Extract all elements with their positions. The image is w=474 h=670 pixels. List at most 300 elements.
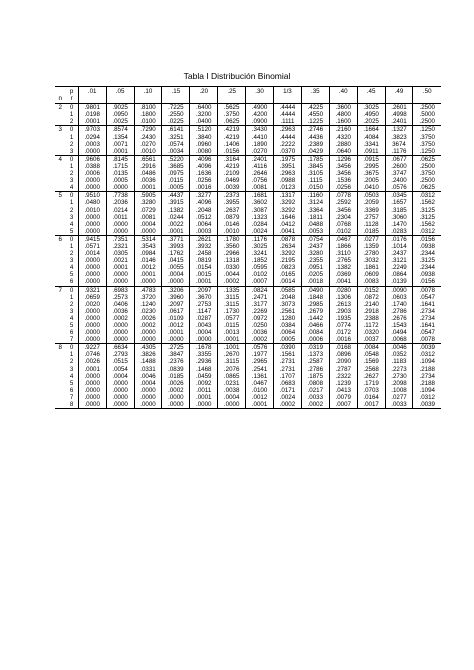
r-cell: 1 (69, 111, 74, 119)
probability-cell: .0165 (273, 271, 301, 278)
r-cell: 4 (69, 220, 74, 228)
probability-cell: .2389 (301, 141, 329, 148)
probability-cell: .3675 (357, 170, 385, 177)
n-cell: 7 (55, 286, 66, 294)
table-row (55, 278, 441, 286)
probability-cell: .5000 (413, 111, 441, 118)
probability-cell: .0012 (162, 322, 190, 329)
r-cell: 3 (69, 307, 74, 315)
probability-cell: .0013 (218, 329, 246, 336)
probability-cell: .0001 (134, 184, 162, 192)
probability-cell: .0466 (301, 322, 329, 329)
n-cell (55, 264, 66, 271)
probability-cell: .3280 (134, 199, 162, 206)
probability-cell: .1707 (273, 373, 301, 380)
probability-cell: .1730 (218, 308, 246, 315)
table-header (55, 87, 441, 104)
probability-cell: .3960 (162, 294, 190, 301)
table-row (55, 294, 441, 301)
p-value-header: .20 (190, 87, 218, 96)
probability-cell: .3823 (385, 134, 413, 141)
probability-cell: .0005 (106, 177, 134, 184)
probability-cell: .0033 (385, 401, 413, 409)
probability-cell: .0014 (273, 278, 301, 286)
probability-cell: .3932 (190, 243, 218, 250)
probability-cell: .2458 (190, 250, 218, 257)
probability-cell: .2793 (106, 351, 134, 358)
probability-cell: .0960 (190, 141, 218, 148)
probability-cell: .0064 (273, 329, 301, 336)
probability-cell: .0037 (357, 336, 385, 344)
n-cell (55, 207, 66, 214)
probability-cell: .3369 (357, 207, 385, 214)
probability-cell: .0150 (301, 184, 329, 192)
probability-cell: .0756 (246, 177, 274, 184)
probability-cell: .1800 (134, 111, 162, 118)
probability-cell: .0000 (134, 401, 162, 409)
probability-cell: .4550 (301, 111, 329, 118)
probability-cell: .0185 (162, 373, 190, 380)
probability-cell: .0115 (218, 322, 246, 329)
probability-cell: .0617 (162, 308, 190, 315)
probability-cell: .1359 (357, 243, 385, 250)
probability-cell: .0459 (190, 373, 218, 380)
probability-cell: .0080 (190, 148, 218, 156)
probability-cell: .0198 (78, 111, 106, 118)
r-cell: 6 (69, 386, 74, 394)
probability-cell: .0774 (329, 322, 357, 329)
probability-cell: .0000 (162, 336, 190, 344)
probability-cell: .0277 (357, 235, 385, 243)
probability-cell: .0090 (385, 286, 413, 294)
probability-cell: .0001 (218, 336, 246, 344)
table-row (55, 184, 441, 192)
probability-cell: .2786 (385, 308, 413, 315)
probability-cell: .4410 (246, 134, 274, 141)
probability-cell: .0083 (357, 278, 385, 286)
probability-cell: .2746 (301, 126, 329, 134)
probability-cell: .2376 (162, 358, 190, 365)
probability-cell: .0000 (106, 271, 134, 278)
n-cell (55, 163, 66, 170)
probability-cell: .0000 (78, 401, 106, 409)
probability-cell: .0000 (134, 394, 162, 401)
probability-cell: .0000 (162, 394, 190, 401)
probability-cell: .0277 (385, 394, 413, 401)
probability-cell: .0312 (413, 192, 441, 200)
probability-cell: .1975 (273, 155, 301, 163)
probability-cell: .1317 (273, 192, 301, 200)
probability-cell: .0000 (78, 278, 106, 286)
probability-cell: .0000 (78, 308, 106, 315)
probability-cell: .0156 (218, 148, 246, 156)
n-cell (55, 134, 66, 141)
r-cell: 3 (69, 213, 74, 221)
probability-cell: .1306 (329, 294, 357, 301)
r-cell: 0 (66, 104, 79, 112)
r-cell: 2 (69, 140, 74, 148)
probability-cell: .1001 (218, 344, 246, 352)
probability-cell: .3685 (162, 163, 190, 170)
probability-cell: .2734 (413, 308, 441, 315)
probability-cell: .0345 (385, 192, 413, 200)
probability-cell: .0064 (190, 221, 218, 228)
probability-cell: .0280 (329, 286, 357, 294)
probability-cell: .4444 (273, 134, 301, 141)
probability-cell: .1715 (106, 163, 134, 170)
probability-cell: .4305 (134, 344, 162, 352)
probability-cell: .0384 (273, 322, 301, 329)
probability-cell: .2188 (413, 366, 441, 373)
probability-cell: .0100 (134, 118, 162, 126)
probability-cell: .0025 (106, 118, 134, 126)
probability-cell: .3355 (190, 351, 218, 358)
probability-cell: .0000 (78, 387, 106, 394)
probability-cell: .0006 (78, 170, 106, 177)
probability-cell: .0000 (190, 401, 218, 409)
r-cell: 4 (69, 314, 74, 322)
probability-cell: .1280 (273, 315, 301, 322)
probability-cell: .3840 (190, 134, 218, 141)
probability-cell: .0078 (413, 336, 441, 344)
probability-cell: .0000 (134, 329, 162, 336)
table-row (55, 315, 441, 322)
probability-cell: .0244 (162, 214, 190, 221)
r-cell: 1 (69, 293, 74, 301)
r-cell: 0 (66, 155, 79, 163)
probability-cell: .3456 (329, 163, 357, 170)
probability-cell: .0585 (273, 286, 301, 294)
probability-cell: .0000 (106, 221, 134, 228)
probability-cell: .0911 (357, 148, 385, 156)
table-row (55, 207, 441, 214)
n-cell (55, 401, 66, 409)
probability-cell: .2430 (134, 134, 162, 141)
probability-cell: .0677 (385, 155, 413, 163)
probability-cell: .3430 (246, 126, 274, 134)
probability-cell: .1543 (385, 322, 413, 329)
probability-cell: .7738 (106, 192, 134, 200)
probability-cell: .3185 (385, 207, 413, 214)
probability-cell: .0312 (413, 351, 441, 358)
probability-cell: .2098 (385, 380, 413, 387)
r-cell: 5 (69, 379, 74, 387)
probability-cell: .0823 (273, 264, 301, 271)
probability-cell: .8145 (106, 155, 134, 163)
probability-cell: .0000 (106, 380, 134, 387)
probability-cell: .0415 (162, 257, 190, 264)
probability-cell: .1008 (385, 387, 413, 394)
probability-cell: .0319 (301, 344, 329, 352)
r-cell: 3 (69, 177, 74, 185)
probability-cell: .0038 (218, 387, 246, 394)
probability-cell: .0729 (134, 207, 162, 214)
probability-cell: .2471 (246, 294, 274, 301)
probability-cell: .0000 (106, 394, 134, 401)
p-label: p (66, 87, 79, 96)
probability-cell: .0000 (134, 228, 162, 236)
probability-cell: .0950 (106, 111, 134, 118)
probability-cell: .1811 (301, 214, 329, 221)
probability-cell: .0000 (106, 184, 134, 192)
table-row (55, 228, 441, 236)
probability-cell: .0225 (162, 118, 190, 126)
probability-cell: .0084 (357, 344, 385, 352)
probability-cell: .0000 (162, 278, 190, 286)
n-cell (55, 118, 66, 126)
table-row (55, 394, 441, 401)
n-cell (55, 373, 66, 380)
probability-cell: .1562 (413, 221, 441, 228)
probability-cell: .2963 (273, 126, 301, 134)
probability-cell: .3456 (329, 170, 357, 177)
header-row-nr (55, 95, 441, 104)
probability-cell: .0123 (273, 184, 301, 192)
probability-cell: .2916 (134, 163, 162, 170)
probability-cell: .0081 (246, 184, 274, 192)
p-value-header: .01 (78, 87, 106, 96)
probability-cell: .2757 (357, 214, 385, 221)
probability-cell: .3602 (246, 199, 274, 206)
probability-cell: .6634 (106, 344, 134, 352)
probability-cell: .1250 (413, 148, 441, 156)
probability-cell: .1657 (385, 199, 413, 206)
probability-cell: .1600 (329, 118, 357, 126)
probability-cell: .0055 (162, 264, 190, 271)
p-value-header: .05 (106, 87, 134, 96)
probability-cell: .0071 (106, 141, 134, 148)
probability-cell: .0412 (273, 221, 301, 228)
probability-cell: .6983 (106, 286, 134, 294)
probability-cell: .4219 (218, 134, 246, 141)
table-row (55, 111, 441, 118)
probability-cell: .2627 (357, 373, 385, 380)
probability-cell: .0865 (218, 373, 246, 380)
probability-cell: .0139 (385, 278, 413, 286)
probability-cell: .2222 (273, 141, 301, 148)
probability-cell: .0000 (78, 380, 106, 387)
table-row (55, 322, 441, 329)
probability-cell: .0068 (385, 336, 413, 344)
probability-cell: .3456 (329, 207, 357, 214)
probability-cell: .1977 (246, 351, 274, 358)
probability-cell: .4998 (385, 111, 413, 118)
probability-cell: .0000 (78, 394, 106, 401)
probability-cell: .0548 (357, 351, 385, 358)
r-cell: 2 (69, 206, 74, 214)
probability-cell: .0625 (218, 118, 246, 126)
probability-cell: .0005 (273, 336, 301, 344)
n-cell (55, 111, 66, 118)
probability-cell: .1646 (273, 214, 301, 221)
probability-cell: .1323 (246, 214, 274, 221)
probability-cell: .3124 (301, 199, 329, 206)
table-row (55, 235, 441, 243)
probability-cell: .0000 (134, 278, 162, 286)
probability-cell: .0951 (301, 264, 329, 271)
table-row (55, 148, 441, 156)
probability-cell: .0079 (329, 394, 357, 401)
probability-cell: .2355 (301, 257, 329, 264)
probability-cell: .0172 (329, 329, 357, 336)
p-value-header: .15 (162, 87, 190, 96)
probability-cell: .0156 (413, 235, 441, 243)
n-label: n (55, 95, 66, 104)
probability-cell: .0938 (413, 271, 441, 278)
probability-cell: .2048 (190, 207, 218, 214)
probability-cell: .3993 (162, 243, 190, 250)
probability-cell: .0270 (134, 141, 162, 148)
probability-cell: .0217 (301, 387, 329, 394)
n-cell (55, 329, 66, 336)
p-value-header: .30 (246, 87, 274, 96)
probability-cell: .2188 (413, 380, 441, 387)
probability-cell: .0352 (385, 351, 413, 358)
probability-cell: .0270 (246, 148, 274, 156)
n-cell: 2 (55, 104, 66, 112)
probability-cell: .0369 (329, 271, 357, 278)
probability-cell: .0486 (134, 170, 162, 177)
n-cell (55, 322, 66, 329)
probability-cell: .0231 (218, 380, 246, 387)
probability-cell: .2903 (329, 308, 357, 315)
probability-cell: .6400 (190, 104, 218, 112)
probability-cell: .1875 (301, 373, 329, 380)
probability-cell: .2076 (218, 366, 246, 373)
probability-cell: .3847 (162, 351, 190, 358)
probability-cell: .0036 (246, 329, 274, 336)
probability-cell: .0001 (134, 271, 162, 278)
probability-cell: .0006 (301, 336, 329, 344)
probability-cell: .9415 (78, 235, 106, 243)
probability-cell: .0000 (218, 401, 246, 409)
probability-cell: .2097 (190, 286, 218, 294)
probability-cell: .3670 (190, 294, 218, 301)
probability-cell: .1866 (329, 243, 357, 250)
n-cell (55, 170, 66, 177)
probability-cell: .0205 (301, 271, 329, 278)
probability-cell: .2304 (329, 214, 357, 221)
p-value-header: .40 (329, 87, 357, 96)
probability-cell: .0152 (357, 286, 385, 294)
probability-cell: .2322 (329, 373, 357, 380)
probability-cell: .0001 (106, 148, 134, 156)
probability-cell: .0024 (273, 394, 301, 401)
probability-cell: .2437 (301, 243, 329, 250)
table-row (55, 373, 441, 380)
probability-cell: .3292 (273, 250, 301, 257)
probability-cell: .3955 (218, 199, 246, 206)
table-row (55, 170, 441, 177)
table-row (55, 351, 441, 358)
probability-cell: .0000 (190, 336, 218, 344)
probability-cell: .0768 (329, 221, 357, 228)
probability-cell: .0115 (162, 177, 190, 184)
header-blank (55, 87, 66, 96)
probability-cell: .0026 (162, 380, 190, 387)
probability-cell: .0078 (413, 286, 441, 294)
probability-cell: .2601 (385, 104, 413, 112)
r-cell: 6 (69, 278, 74, 286)
probability-cell: .2568 (357, 366, 385, 373)
probability-cell: .2437 (385, 250, 413, 257)
probability-cell: .0001 (106, 264, 134, 271)
probability-cell: .2600 (385, 163, 413, 170)
probability-cell: .0406 (106, 301, 134, 308)
probability-cell: .0388 (78, 163, 106, 170)
n-cell: 5 (55, 192, 66, 200)
probability-cell: .0938 (413, 243, 441, 250)
probability-cell: .0000 (78, 257, 106, 264)
probability-cell: .1147 (190, 308, 218, 315)
probability-cell: .0044 (218, 271, 246, 278)
probability-cell: .0305 (106, 250, 134, 257)
probability-cell: .3105 (301, 170, 329, 177)
probability-cell: .2592 (329, 199, 357, 206)
probability-cell: .3110 (329, 250, 357, 257)
probability-cell: .2731 (273, 366, 301, 373)
probability-cell: .0287 (190, 315, 218, 322)
probability-cell: .3115 (218, 301, 246, 308)
probability-cell: .0033 (301, 394, 329, 401)
probability-cell: .4096 (190, 199, 218, 206)
probability-cell: .4444 (273, 104, 301, 112)
probability-cell: .1562 (413, 199, 441, 206)
probability-cell: .3125 (413, 207, 441, 214)
probability-cell: .9703 (78, 126, 106, 134)
probability-cell: .2963 (273, 170, 301, 177)
probability-cell: .0010 (134, 148, 162, 156)
probability-cell: .3951 (273, 163, 301, 170)
table-row (55, 344, 441, 352)
probability-cell: .3750 (413, 134, 441, 141)
table-title: Tabla I Distribución Binomial (183, 71, 291, 81)
probability-cell: .2005 (357, 177, 385, 184)
probability-cell: .0878 (273, 235, 301, 243)
probability-cell: .0000 (106, 329, 134, 336)
n-cell: 3 (55, 126, 66, 134)
probability-cell: .1740 (385, 301, 413, 308)
p-value-header: 1/3 (273, 87, 301, 96)
p-value-header: .35 (301, 87, 329, 96)
n-cell (55, 380, 66, 387)
probability-cell: .0018 (301, 278, 329, 286)
probability-cell: .2321 (106, 243, 134, 250)
binomial-table (55, 86, 441, 409)
n-cell: 4 (55, 155, 66, 163)
probability-cell: .1111 (273, 118, 301, 126)
probability-cell: .0400 (190, 118, 218, 126)
probability-cell: .1014 (385, 243, 413, 250)
probability-cell: .0004 (190, 329, 218, 336)
probability-cell: .2621 (190, 235, 218, 243)
probability-cell: .1240 (134, 301, 162, 308)
probability-cell: .0022 (162, 221, 190, 228)
probability-cell: .0975 (162, 170, 190, 177)
probability-cell: .0900 (246, 118, 274, 126)
probability-cell: .1115 (301, 177, 329, 184)
probability-cell: .9510 (78, 192, 106, 200)
probability-cell: .2401 (385, 118, 413, 126)
probability-cell: .2731 (273, 358, 301, 365)
table-row (55, 243, 441, 250)
probability-cell: .2373 (218, 192, 246, 200)
probability-cell: .2587 (301, 358, 329, 365)
probability-cell: .0808 (301, 380, 329, 387)
probability-cell: .0171 (273, 387, 301, 394)
probability-cell: .0872 (357, 294, 385, 301)
table-row (55, 257, 441, 264)
